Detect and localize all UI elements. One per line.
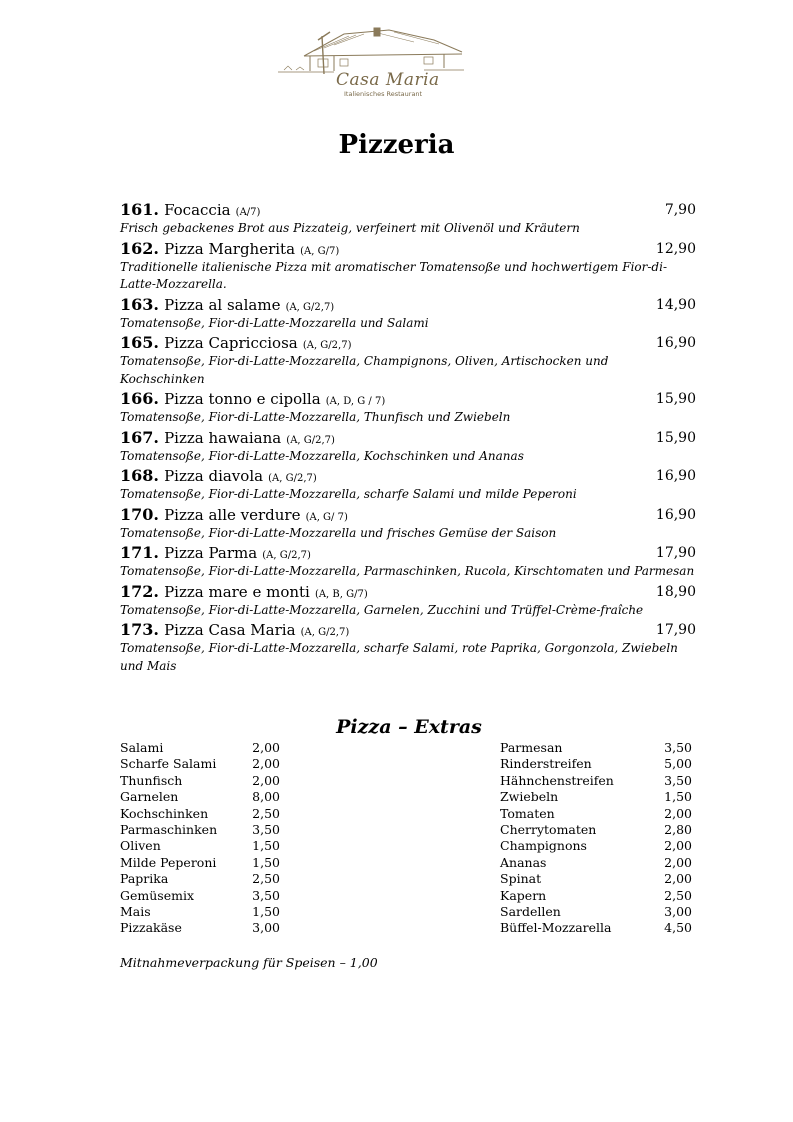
item-allergens: (A, G/2,7) xyxy=(302,340,352,351)
extra-price: 3,50 xyxy=(664,772,692,788)
menu-item-header xyxy=(120,582,696,602)
extra-name: Rinderstreifen xyxy=(500,756,592,772)
extra-name: Tomaten xyxy=(500,805,555,821)
item-name: Pizza Capricciosa xyxy=(164,334,298,352)
menu-item xyxy=(120,428,696,467)
takeaway-packaging-note: Mitnahmeverpackung für Speisen – 1,00 xyxy=(120,955,378,970)
item-description: Tomatensoße, Fior-di-Latte-Mozzarella, scharfe Salami und milde Peperoni xyxy=(120,487,577,501)
extra-price: 3,50 xyxy=(252,821,280,837)
menu-item xyxy=(120,200,696,239)
extra-price: 2,00 xyxy=(664,805,692,821)
extra-name: Zwiebeln xyxy=(500,789,559,805)
extra-price: 1,50 xyxy=(252,838,280,854)
extra-price: 2,00 xyxy=(664,854,692,870)
item-allergens: (A/7) xyxy=(235,207,261,218)
extra-row xyxy=(120,855,280,871)
extra-row xyxy=(120,740,280,756)
menu-item-header xyxy=(120,389,696,409)
extra-name: Büffel-Mozzarella xyxy=(500,920,612,936)
item-name: Pizza tonno e cipolla xyxy=(164,390,321,408)
extra-price: 2,50 xyxy=(664,887,692,903)
extra-name: Oliven xyxy=(120,838,161,854)
extra-row xyxy=(500,740,692,756)
extra-row xyxy=(500,904,692,920)
item-description: Tomatensoße, Fior-di-Latte-Mozzarella, Thunfisch und Zwiebeln xyxy=(120,410,511,424)
extra-row xyxy=(120,920,280,936)
pizza-menu-list xyxy=(120,200,696,676)
item-price: 15,90 xyxy=(655,429,696,446)
item-allergens: (A, G/ 7) xyxy=(305,511,348,523)
extra-row xyxy=(120,789,280,805)
extra-name: Paprika xyxy=(120,871,169,887)
item-price: 17,90 xyxy=(655,545,696,561)
item-allergens: (A, G/2,7) xyxy=(286,434,335,446)
extra-price: 8,00 xyxy=(252,789,280,805)
extra-name: Ananas xyxy=(500,854,547,870)
extra-price: 2,00 xyxy=(252,772,280,788)
item-number: 173. xyxy=(120,620,159,639)
extra-name: Thunfisch xyxy=(120,772,183,788)
extra-name: Kapern xyxy=(500,887,547,903)
extra-name: Milde Peperoni xyxy=(120,854,217,870)
item-name: Pizza Margherita xyxy=(164,239,296,258)
extra-row xyxy=(500,773,692,789)
restaurant-logo xyxy=(274,26,466,102)
item-number: 167. xyxy=(120,427,159,447)
extra-row xyxy=(120,904,280,920)
logo-subtitle: Italienisches Restaurant xyxy=(344,90,423,98)
item-allergens: (A, G/2,7) xyxy=(262,550,311,561)
extra-row xyxy=(500,789,692,805)
menu-item xyxy=(120,543,696,582)
menu-item xyxy=(120,582,696,621)
item-price: 14,90 xyxy=(655,296,696,313)
extra-name: Scharfe Salami xyxy=(120,756,217,772)
menu-item-header xyxy=(120,200,696,220)
extra-price: 5,00 xyxy=(664,756,692,772)
extra-name: Pizzakäse xyxy=(120,920,182,936)
extra-price: 2,00 xyxy=(664,838,692,854)
extra-price: 3,50 xyxy=(252,887,280,903)
item-number: 162. xyxy=(120,238,159,258)
extra-row xyxy=(500,920,692,936)
extra-price: 1,50 xyxy=(252,854,280,870)
item-price: 7,90 xyxy=(664,202,696,218)
menu-item xyxy=(120,466,696,505)
extra-price: 2,00 xyxy=(252,740,280,755)
extra-name: Champignons xyxy=(500,838,587,854)
menu-item-header xyxy=(120,466,696,486)
extras-title: Pizza – Extras xyxy=(336,716,482,738)
menu-item-header xyxy=(120,239,696,259)
extra-row xyxy=(500,871,692,887)
extra-name: Hähnchenstreifen xyxy=(500,772,614,788)
item-allergens: (A, G/2,7) xyxy=(268,473,317,484)
item-name: Pizza diavola xyxy=(164,467,264,485)
item-allergens: (A, G/7) xyxy=(300,245,340,257)
item-number: 161. xyxy=(120,200,159,219)
extra-name: Spinat xyxy=(500,871,542,887)
item-name: Pizza Parma xyxy=(164,544,258,562)
extra-row xyxy=(500,822,692,838)
item-description: Tomatensoße, Fior-di-Latte-Mozzarella, Kochschinken und Ananas xyxy=(120,448,524,463)
item-allergens: (A, G/2,7) xyxy=(300,627,350,638)
extra-name: Salami xyxy=(120,740,164,755)
item-number: 172. xyxy=(120,581,159,601)
item-description: Tomatensoße, Fior-di-Latte-Mozzarella und frisches Gemüse der Saison xyxy=(120,525,557,540)
extra-row xyxy=(120,822,280,838)
extra-name: Mais xyxy=(120,903,151,919)
item-number: 170. xyxy=(120,504,159,524)
extra-price: 3,50 xyxy=(664,740,692,755)
logo-name: Casa Maria xyxy=(336,70,440,90)
menu-item-header xyxy=(120,505,696,525)
extra-name: Gemüsemix xyxy=(120,887,194,903)
menu-item xyxy=(120,620,696,676)
item-price: 16,90 xyxy=(655,468,696,484)
item-name: Pizza al salame xyxy=(164,295,281,314)
extra-price: 1,50 xyxy=(664,789,692,805)
extra-price: 2,00 xyxy=(664,871,692,887)
extra-row xyxy=(500,838,692,854)
menu-item-header xyxy=(120,620,696,640)
extra-row xyxy=(120,871,280,887)
item-number: 168. xyxy=(120,466,159,485)
extra-row xyxy=(500,806,692,822)
extra-price: 2,00 xyxy=(252,756,280,772)
item-allergens: (A, B, G/7) xyxy=(314,588,368,600)
item-number: 166. xyxy=(120,389,159,408)
extras-left-column xyxy=(120,740,280,937)
extra-row xyxy=(500,756,692,772)
menu-item xyxy=(120,389,696,428)
extra-name: Garnelen xyxy=(120,789,179,805)
item-description: Frisch gebackenes Brot aus Pizzateig, verfeinert mit Olivenöl und Kräutern xyxy=(120,221,580,235)
extra-name: Cherrytomaten xyxy=(500,821,597,837)
menu-item-header xyxy=(120,295,696,315)
item-description: Tomatensoße, Fior-di-Latte-Mozzarella, Garnelen, Zucchini und Trüffel-Crème-fraîche xyxy=(120,602,644,617)
item-number: 165. xyxy=(120,333,159,352)
item-name: Pizza mare e monti xyxy=(164,582,310,601)
extra-price: 2,50 xyxy=(252,805,280,821)
extra-row xyxy=(120,806,280,822)
item-description: Tomatensoße, Fior-di-Latte-Mozzarella und Salami xyxy=(120,315,429,330)
menu-item-header xyxy=(120,333,696,353)
item-number: 171. xyxy=(120,543,159,562)
extra-name: Sardellen xyxy=(500,903,561,919)
extra-row xyxy=(120,773,280,789)
extras-right-column xyxy=(500,740,692,937)
item-number: 163. xyxy=(120,294,159,314)
menu-item xyxy=(120,505,696,544)
menu-item-header xyxy=(120,543,696,563)
extra-price: 3,00 xyxy=(664,903,692,919)
extra-row xyxy=(120,888,280,904)
extra-price: 1,50 xyxy=(252,903,280,919)
item-price: 16,90 xyxy=(655,506,696,523)
item-name: Pizza alle verdure xyxy=(164,505,301,524)
item-name: Focaccia xyxy=(164,201,231,219)
extra-price: 2,80 xyxy=(664,821,692,837)
item-price: 16,90 xyxy=(655,335,696,351)
item-price: 17,90 xyxy=(655,622,696,638)
extra-name: Kochschinken xyxy=(120,805,209,821)
menu-item xyxy=(120,239,696,295)
menu-item-header xyxy=(120,428,696,448)
extra-row xyxy=(120,838,280,854)
menu-item xyxy=(120,295,696,334)
extra-price: 4,50 xyxy=(664,920,692,936)
item-name: Pizza hawaiana xyxy=(164,428,282,447)
extra-price: 3,00 xyxy=(252,920,280,936)
extra-row xyxy=(500,855,692,871)
item-allergens: (A, G/2,7) xyxy=(285,301,335,313)
extra-name: Parmesan xyxy=(500,740,563,755)
item-description: Tomatensoße, Fior-di-Latte-Mozzarella, scharfe Salami, rote Paprika, Gorgonzola, Zwiebeln und Mais xyxy=(120,641,678,673)
item-name: Pizza Casa Maria xyxy=(164,621,296,639)
extra-name: Parmaschinken xyxy=(120,821,218,837)
extra-price: 2,50 xyxy=(252,871,280,887)
item-description: Tomatensoße, Fior-di-Latte-Mozzarella, Parmaschinken, Rucola, Kirschtomaten und Parmesan xyxy=(120,564,695,578)
menu-item xyxy=(120,333,696,389)
item-price: 18,90 xyxy=(655,583,696,600)
item-allergens: (A, D, G / 7) xyxy=(325,396,386,407)
page-title: Pizzeria xyxy=(338,130,455,160)
item-description: Tomatensoße, Fior-di-Latte-Mozzarella, Champignons, Oliven, Artischocken und Kochschinken xyxy=(120,354,609,386)
item-description: Traditionelle italienische Pizza mit aromatischer Tomatensoße und hochwertigem Fior-di-Latte-Mozzarella. xyxy=(120,259,668,291)
item-price: 12,90 xyxy=(655,240,696,257)
item-price: 15,90 xyxy=(655,391,696,407)
extra-row xyxy=(500,888,692,904)
extra-row xyxy=(120,756,280,772)
